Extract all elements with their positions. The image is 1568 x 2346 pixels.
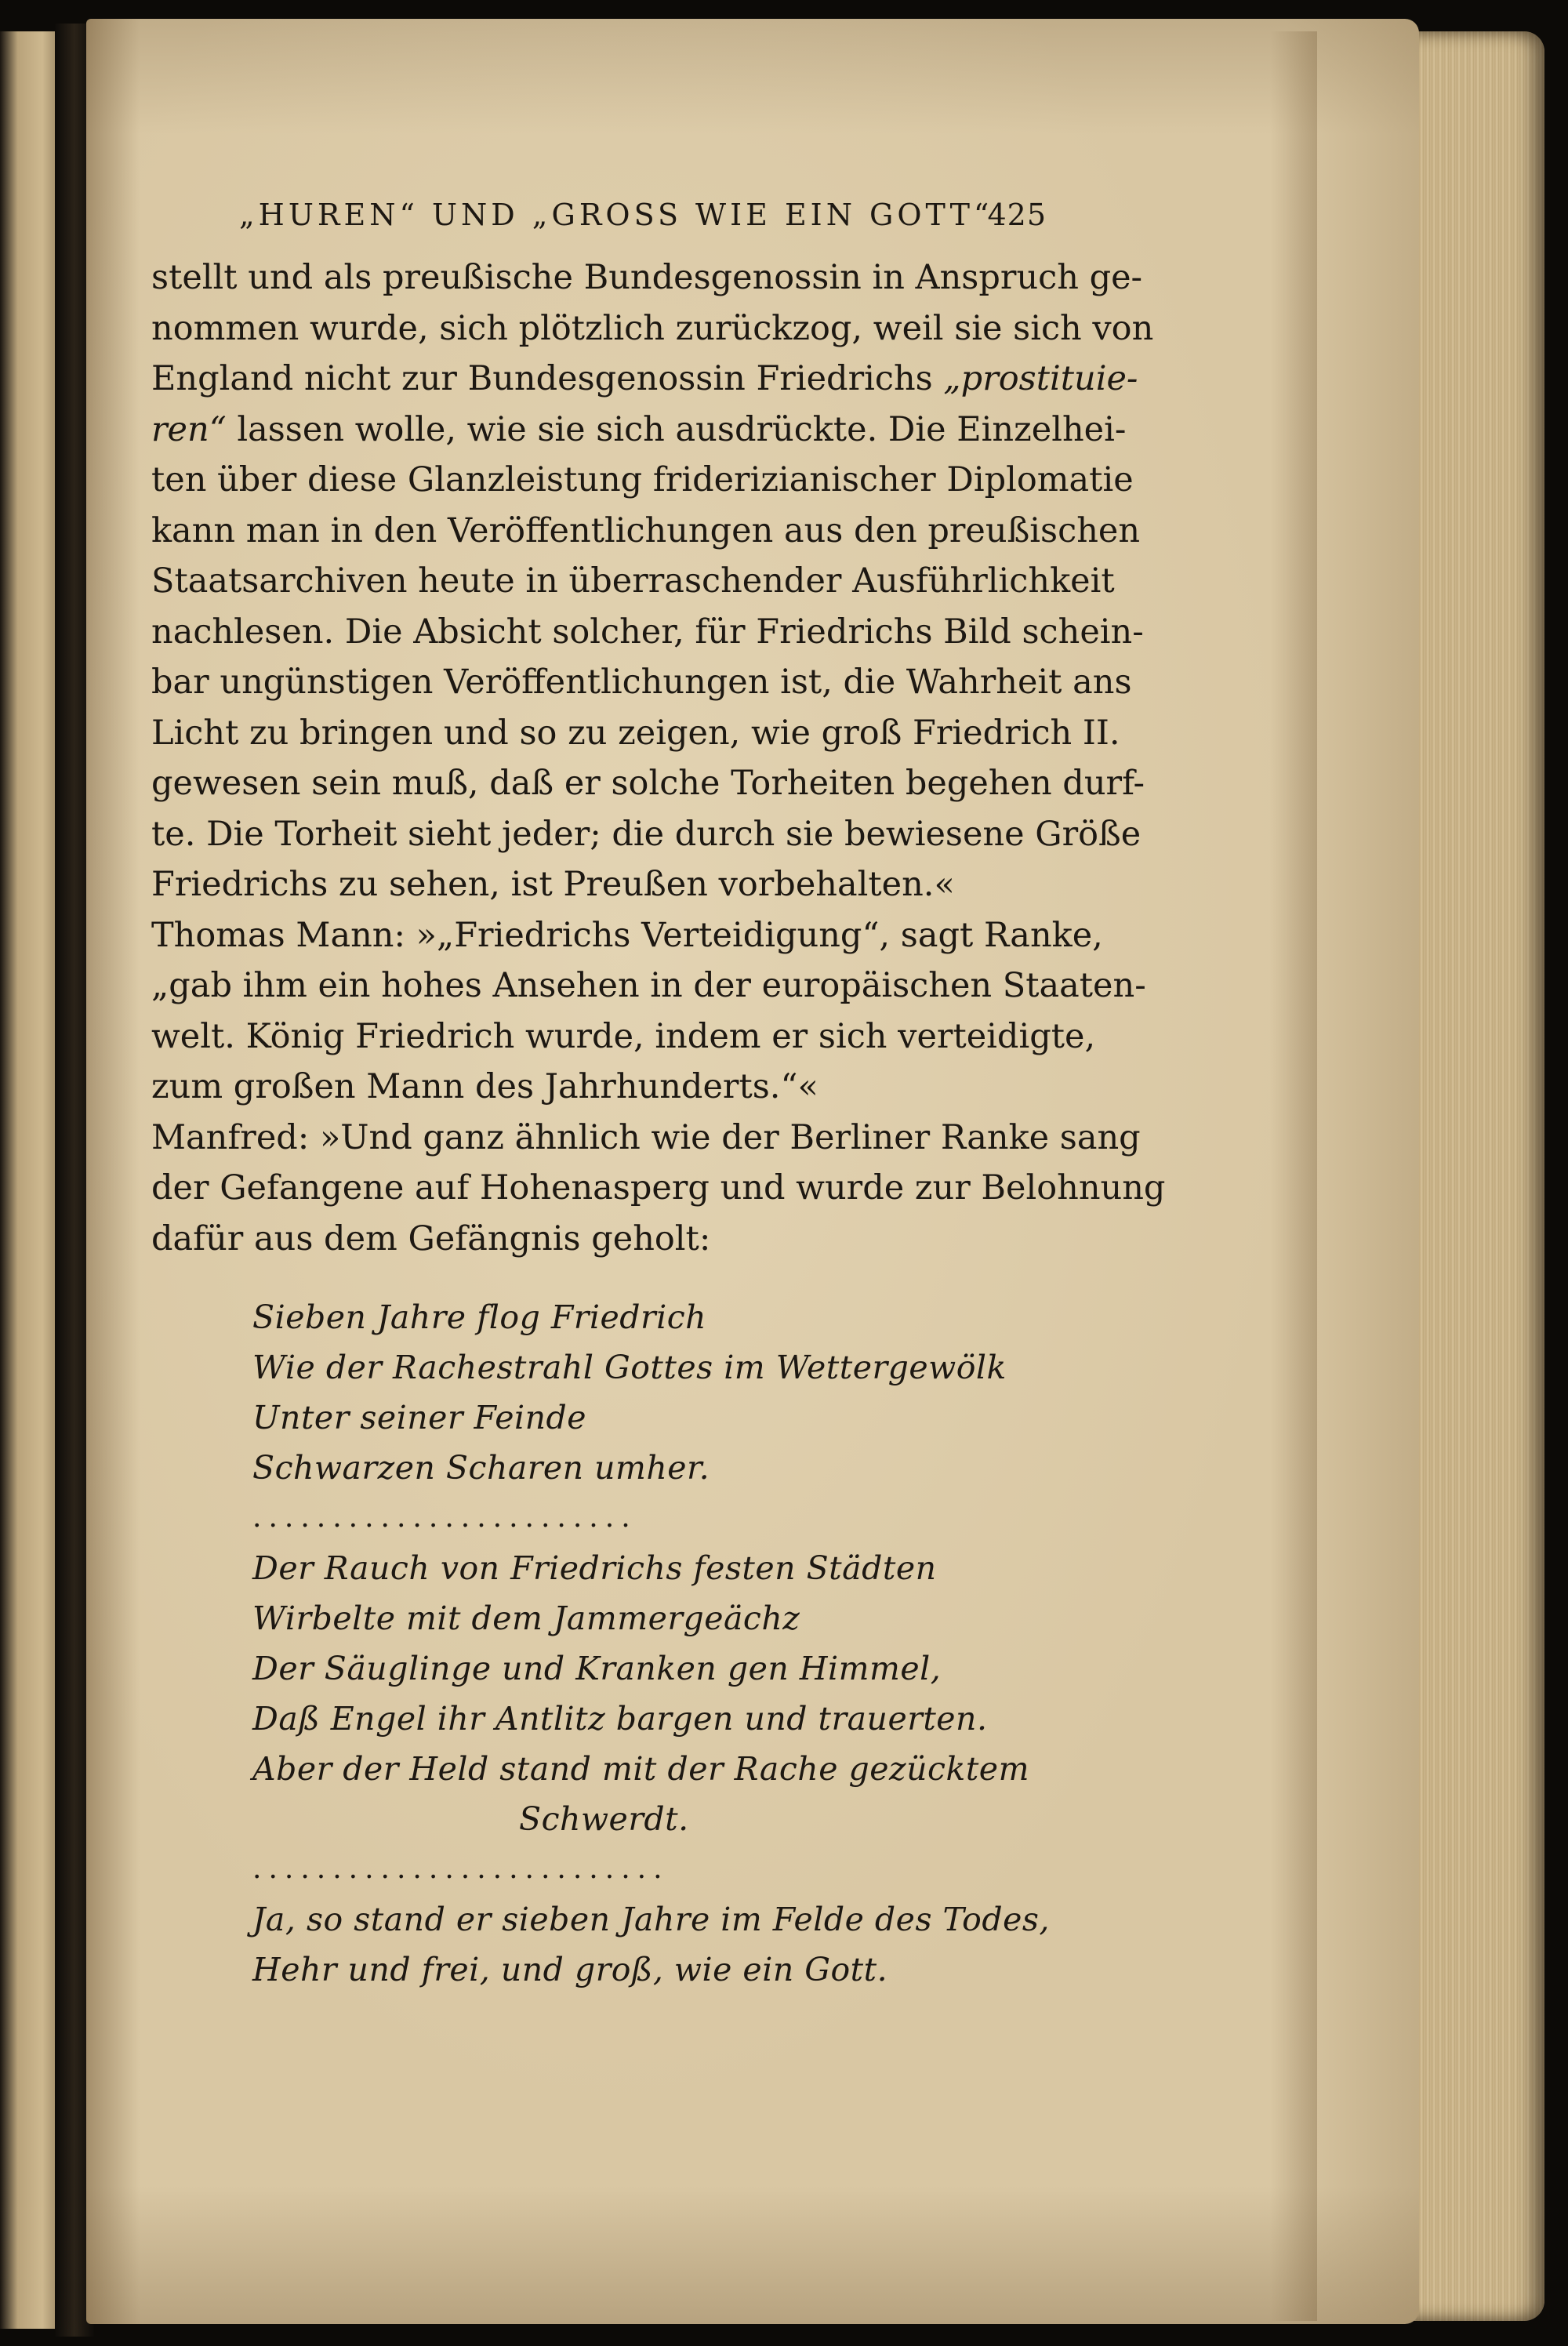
text-line — [151, 405, 1127, 456]
text-line: der Gefangene auf Hohenasperg und wurde zur Belohnung — [151, 1168, 1166, 1208]
text-line: Staatsarchiven heute in überraschender Ausführlichkeit — [151, 561, 1115, 601]
verse-line: Aber der Held stand mit der Rache gezücktem — [252, 1750, 1029, 1788]
verse-line: Ja, so stand er sieben Jahre im Felde des Todes, — [252, 1901, 1050, 1938]
verse-line: Der Rauch von Friedrichs festen Städten — [252, 1549, 937, 1587]
verse-line: Daß Engel ihr Antlitz bargen und trauerten. — [252, 1700, 988, 1738]
text-line: kann man in den Veröffentlichungen aus den preußischen — [151, 510, 1141, 550]
text-line: dafür aus dem Gefängnis geholt: — [151, 1218, 711, 1258]
text-line: ten über diese Glanzleistung friderizianischer Diplomatie — [151, 460, 1134, 499]
text-line: Friedrichs zu sehen, ist Preußen vorbehalten.« — [151, 865, 955, 904]
text-segment: lassen wolle, wie sie sich ausdrückte. Die Einzelhei- — [226, 409, 1127, 449]
page-number: 425 — [987, 198, 1047, 232]
italic-quote: „prostituie- — [943, 359, 1138, 398]
verse-line: Sieben Jahre flog Friedrich — [252, 1298, 707, 1336]
ellipsis-row: ........................ — [252, 1502, 637, 1534]
italic-quote: ren“ — [151, 409, 227, 449]
text-line: welt. König Friedrich wurde, indem er sich verteidigte, — [151, 1016, 1096, 1056]
text-line: te. Die Torheit sieht jeder; die durch sie bewiesene Größe — [151, 814, 1142, 854]
text-segment: England nicht zur Bundesgenossin Friedrichs — [151, 359, 944, 398]
verse-block — [252, 1292, 1050, 1995]
text-line: nachlesen. Die Absicht solcher, für Friedrichs Bild schein- — [151, 612, 1144, 652]
text-line: stellt und als preußische Bundesgenossin in Anspruch ge- — [151, 258, 1143, 297]
verse-line: Unter seiner Feinde — [252, 1399, 587, 1436]
body-paragraph — [151, 252, 1166, 1264]
verse-line: Wirbelte mit dem Jammergeächz — [252, 1600, 800, 1637]
verse-line: Der Säuglinge und Kranken gen Himmel, — [252, 1650, 942, 1687]
verse-line: Schwerdt. — [519, 1800, 689, 1838]
running-head — [239, 198, 1047, 232]
running-head-title: „HUREN“ UND „GROSS WIE EIN GOTT“ — [239, 198, 993, 232]
verse-line: Wie der Rachestrahl Gottes im Wettergewölk — [252, 1349, 1007, 1386]
text-line: zum großen Mann des Jahrhunderts.“« — [151, 1067, 818, 1106]
verse-line: Schwarzen Scharen umher. — [252, 1449, 710, 1487]
text-line: nommen wurde, sich plötzlich zurückzog, weil sie sich von — [151, 308, 1154, 348]
ellipsis-row: .......................... — [252, 1853, 670, 1885]
text-line: Thomas Mann: »„Friedrichs Verteidigung“, sagt Ranke, — [151, 915, 1103, 955]
text-line: bar ungünstigen Veröffentlichungen ist, die Wahrheit ans — [151, 663, 1132, 702]
text-line: Manfred: »Und ganz ähnlich wie der Berliner Ranke sang — [151, 1117, 1141, 1157]
text-line: Licht zu bringen und so zu zeigen, wie groß Friedrich II. — [151, 713, 1120, 753]
text-line: gewesen sein muß, daß er solche Torheiten begehen durf- — [151, 764, 1145, 803]
text-line — [151, 354, 1138, 405]
page-edge-shade — [1270, 31, 1317, 2321]
text-line: „gab ihm ein hohes Ansehen in der europäischen Staaten- — [151, 966, 1146, 1005]
verse-line: Hehr und frei, und groß, wie ein Gott. — [252, 1951, 888, 1988]
